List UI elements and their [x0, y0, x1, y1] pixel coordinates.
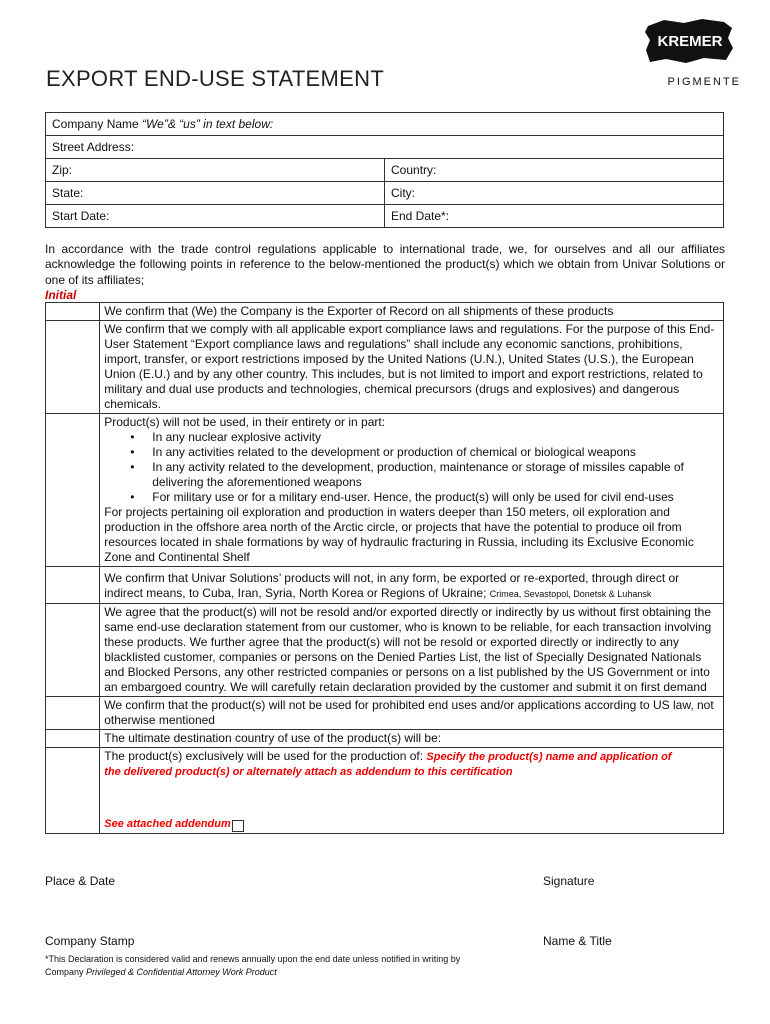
- initial-box-1[interactable]: [46, 303, 100, 321]
- bullet-icon: •: [130, 460, 135, 474]
- list-item: [130, 430, 719, 445]
- note-privileged-text: Privileged & Confidential Attorney Work Product: [86, 967, 277, 977]
- addendum-label: See attached addendum: [104, 818, 231, 830]
- list-item: [130, 490, 719, 505]
- zip-field[interactable]: [46, 159, 385, 182]
- initial-box-4[interactable]: [46, 567, 100, 604]
- prohibited-uses-list: [104, 430, 719, 505]
- end-date-field[interactable]: [385, 205, 724, 228]
- bullet-icon: •: [130, 430, 135, 444]
- country-field[interactable]: [385, 159, 724, 182]
- country-label: Country:: [391, 163, 437, 177]
- logo-sub-text: PIGMENTE: [667, 76, 741, 88]
- validity-note: [45, 953, 460, 979]
- addendum-area: [104, 780, 719, 832]
- list-item: [130, 460, 719, 490]
- intro-paragraph: In accordance with the trade control regulations applicable to international trade, we, for ourselves and all our affiliates acknowledge the following points in reference to the below-mentioned the product(s) which we obtain from Univar Solutions or one of its affiliates;: [45, 242, 725, 287]
- company-stamp-label: Company Stamp: [45, 934, 135, 948]
- note-company-text: Company: [45, 967, 87, 977]
- validity-note-line-1: *This Declaration is considered valid and renews annually upon the end date unless notified in writing by: [45, 954, 461, 964]
- statements-table: [45, 302, 724, 834]
- statement-text-3: [100, 414, 724, 567]
- statement-8-lines: [104, 749, 719, 780]
- validity-note-line-2: [45, 966, 460, 979]
- city-label: City:: [391, 186, 415, 200]
- company-name-label: Company Name: [52, 117, 143, 131]
- list-item: [130, 445, 719, 460]
- statement-text-1: We confirm that (We) the Company is the Exporter of Record on all shipments of these products: [100, 303, 724, 321]
- statement-row-3: [46, 414, 724, 567]
- statement-row-4: [46, 567, 724, 604]
- list-item-text: In any activity related to the development, production, maintenance or storage of missiles capable of delivering the aforementioned weapons: [152, 460, 684, 489]
- list-item-text: In any nuclear explosive activity: [152, 430, 321, 444]
- page-title: EXPORT END-USE STATEMENT: [46, 66, 385, 91]
- initial-box-3[interactable]: [46, 414, 100, 567]
- initial-box-6[interactable]: [46, 697, 100, 730]
- statement-text-6: We confirm that the product(s) will not be used for prohibited end uses and/or applications according to US law, not otherwise mentioned: [100, 697, 724, 730]
- statement-4-regions: Crimea, Sevastopol, Donetsk & Luhansk: [489, 589, 652, 599]
- statement-text-8: [100, 748, 724, 834]
- state-label: State:: [52, 186, 84, 200]
- statement-8-instruction-a: Specify the product(s) name and application of: [426, 751, 672, 763]
- statement-row-2: [46, 321, 724, 414]
- name-title-label: Name & Title: [543, 934, 612, 948]
- statement-text-7: The ultimate destination country of use of the product(s) will be:: [100, 730, 724, 748]
- statement-8-lead: The product(s) exclusively will be used for the production of:: [104, 749, 427, 763]
- street-address-label: Street Address:: [52, 140, 135, 154]
- date-row: [46, 205, 724, 228]
- statement-text-5: We agree that the product(s) will not be resold and/or exported directly or indirectly by us without first obtaining the same end-use declaration statement from our customer, who is known to be reliable, for each transaction involving these products. We further agree that the product(s) will not be resold or exported directly or indirectly to any blacklisted customer, companies or persons on the Denied Parties List, the list of Specially Designated Nationals and Blocked Persons, any other restricted companies or persons on a list published by the US Government or into an embargoed country. We will carefully retain declaration provided by the customer and submit it on first demand: [100, 604, 724, 697]
- zip-country-row: [46, 159, 724, 182]
- statement-8-instruction-b: the delivered product(s) or alternately attach as addendum to this certification: [104, 766, 513, 778]
- initial-box-2[interactable]: [46, 321, 100, 414]
- addendum-checkbox[interactable]: [232, 820, 244, 832]
- state-field[interactable]: [46, 182, 385, 205]
- statement-row-6: [46, 697, 724, 730]
- kremer-logo: [641, 14, 741, 96]
- initial-box-5[interactable]: [46, 604, 100, 697]
- list-item-text: In any activities related to the development or production of chemical or biological weapons: [152, 445, 636, 459]
- statement-4-main: We confirm that Univar Solutions’ products will not, in any form, be exported or re-exported, through direct or indirect means, to Cuba, Iran, Syria, North Korea or Regions of Ukraine;: [104, 571, 680, 600]
- end-date-label: End Date*:: [391, 209, 450, 223]
- statement-3-lead: Product(s) will not be used, in their entirety or in part:: [104, 415, 386, 429]
- logo-brand-text: KREMER: [657, 33, 723, 50]
- street-row: [46, 136, 724, 159]
- company-name-note: “We”& “us” in text below:: [142, 117, 274, 131]
- start-date-label: Start Date:: [52, 209, 110, 223]
- start-date-field[interactable]: [46, 205, 385, 228]
- statement-text-4: [100, 567, 724, 604]
- bullet-icon: •: [130, 490, 135, 504]
- statement-text-2: We confirm that we comply with all applicable export compliance laws and regulations. For the purpose of this End-User Statement “Export compliance laws and regulations” shall include any economic sanctions, prohibitions, import, transfer, or export restrictions imposed by the United Nations (U.N.), United States (U.S.), the European Union (E.U.) and by any other country. This includes, but is not limited to import and export restrictions, related to military and dual use products and technologies, chemical precursors (drugs and explosives) and dangerous chemicals.: [100, 321, 724, 414]
- street-address-field[interactable]: [46, 136, 724, 159]
- statement-row-5: [46, 604, 724, 697]
- statement-row-7: [46, 730, 724, 748]
- company-info-table: [45, 112, 724, 228]
- place-date-label: Place & Date: [45, 874, 116, 888]
- statement-row-1: [46, 303, 724, 321]
- zip-label: Zip:: [52, 163, 73, 177]
- initial-box-8[interactable]: [46, 748, 100, 834]
- company-name-field[interactable]: [46, 113, 724, 136]
- statement-row-8: [46, 748, 724, 834]
- initial-box-7[interactable]: [46, 730, 100, 748]
- bullet-icon: •: [130, 445, 135, 459]
- city-field[interactable]: [385, 182, 724, 205]
- company-name-row: [46, 113, 724, 136]
- state-city-row: [46, 182, 724, 205]
- initial-column-label: Initial: [45, 288, 77, 302]
- signature-label: Signature: [543, 874, 595, 888]
- list-item-text: For military use or for a military end-user. Hence, the product(s) will only be used for civil end-uses: [152, 490, 674, 504]
- statement-3-tail: For projects pertaining oil exploration and production in waters deeper than 150 meters, oil exploration and production in the offshore area north of the Arctic circle, or projects that have the potential to produce oil from resources located in shale formations by way of hydraulic fracturing in Russia, including its Exclusive Economic Zone and Continental Shelf: [104, 505, 694, 564]
